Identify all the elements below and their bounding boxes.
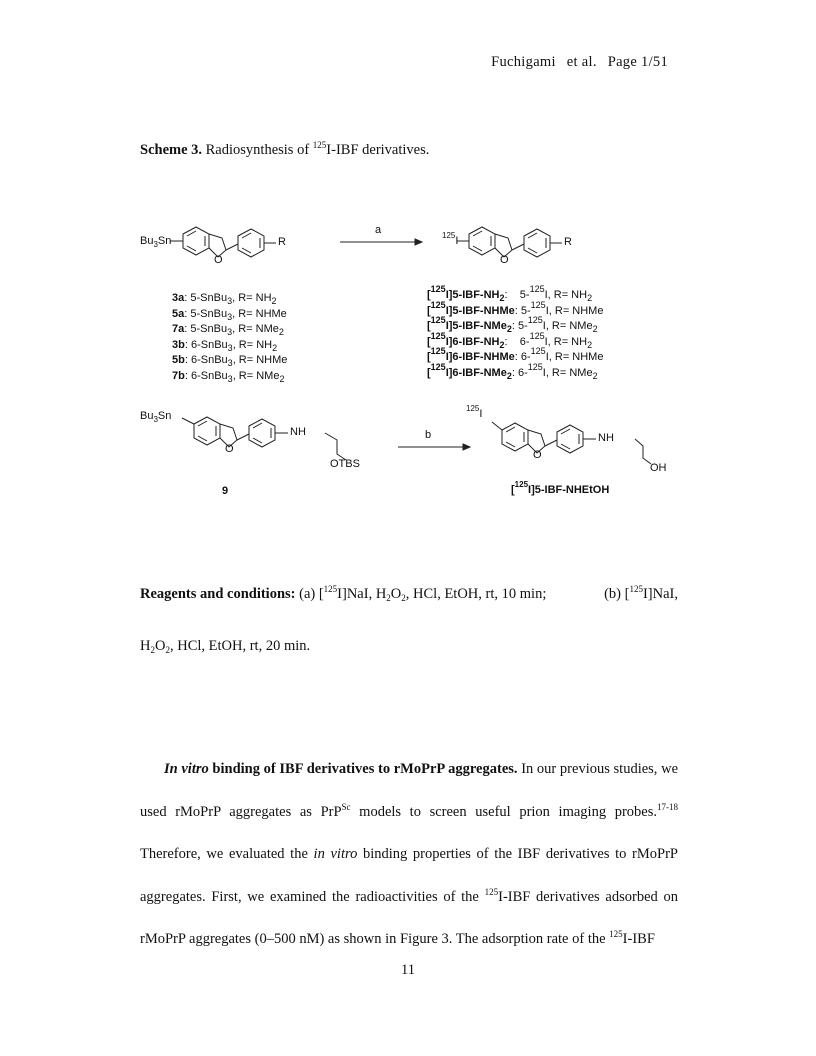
header-author: Fuchigami [491,54,556,70]
bottom-right-nh: NH [598,432,614,444]
arrow-a-label: a [375,224,382,236]
compound-9-label: 9 [222,485,229,497]
precursor-row: 5a: 5-SnBu$_3$, R= NHMe [172,307,287,322]
bottom-left-oxygen: O [225,443,234,455]
precursor-row: 5b: 6-SnBu$_3$, R= NHMe [172,354,288,368]
page-number: 11 [401,962,415,978]
caption-sup: 125 [312,140,327,150]
top-left-r-group: R [278,236,286,248]
body-paragraph: In vitro binding of IBF derivatives to rMoPrP aggregates. In our previous studies, we used rMoPrP aggregates as PrP$^{Sc}$ models to screen useful prion imaging probes.$^{17-18}$ Therefore, we evaluated the in vitro binding properties of the IBF derivatives to rMoPrP aggregates. First, we examined the radioactivities of the $^{125}$I-IBF derivatives adsorbed on rMoPrP aggregates (0–500 nM) as shown in Figure 3. The adsorption rate of the $^{125}$I-IBF [140,761,679,947]
top-left-oxygen: O [214,254,223,266]
arrow-a-head [415,239,422,245]
arrow-b-label: b [425,429,432,441]
product-row: [$^{125}$I]5-IBF-NHMe: 5-$^{125}$I, R= NHMe [427,299,604,317]
reaction-scheme [130,200,690,510]
bottom-left-nh: NH [290,426,306,438]
reagents-line-1: Reagents and conditions: (a) [$^{125}$I]NaI, $H_2O_2$, HCl, EtOH, rt, 10 min; (b) [$^{125}$I]NaI, [140,584,678,603]
precursor-row: 7b: 6-SnBu$_3$, R= NMe$_2$ [172,369,285,384]
top-right-r-group: R [564,236,572,248]
reagents-line-2: $H_2O_2$, HCl, EtOH, rt, 20 min. [140,638,311,655]
product-label-nhetoh: [$^{125}$I]5-IBF-NHEtOH [511,480,610,496]
reagents-conditions [140,568,678,672]
precursor-row: 7a: 5-SnBu$_3$, R= NMe$_2$ [172,323,284,337]
bottom-left-otbs: OTBS [330,458,360,470]
running-header [491,54,668,71]
bottom-right-oh: OH [650,462,667,474]
product-row: $[^{125}I]5-IBF-NH_2$: 5-$^{125}$I, $R= NH_2$ [427,284,593,303]
header-etal: et al. [566,54,597,70]
bottom-right-iodine-label: $^{125}$I [466,404,483,420]
header-page-label: Page 1/51 [607,54,668,70]
top-right-oxygen: O [500,254,509,266]
top-right-iodine-label: $^{125}$I [442,231,459,247]
product-row: [$^{125}$I]5-IBF-NMe$_2$: 5-$^{125}$I, R= NMe$_2$ [427,315,598,334]
precursor-row: 3b: 6-SnBu$_3$, $R= NH_2$ [172,338,278,353]
bottom-left-reagent-label: $Bu_3Sn$ [140,410,172,424]
product-list [427,284,604,381]
product-row: $[^{125}I]6-IBF-NH_2$: 6-$^{125}$I, $R= NH_2$ [427,330,593,350]
heading-italic: In vitro [164,761,209,777]
caption-label: Scheme 3. [140,142,203,158]
product-row: [$^{125}$I]6-IBF-NMe$_2$: 6-$^{125}$I, R= NMe$_2$ [427,361,598,381]
scheme-caption [140,142,429,159]
heading-rest: binding of IBF derivatives to rMoPrP aggregates. [208,761,518,777]
top-left-reagent-label: $Bu_3Sn$ [140,235,172,249]
precursor-list [172,291,287,384]
bottom-right-oxygen: O [533,449,542,461]
precursor-row: 3a: 5-SnBu$_3$, $R= NH_2$ [172,292,277,306]
caption-post: I-IBF derivatives. [326,142,430,158]
product-row: [$^{125}$I]6-IBF-NHMe: 6-$^{125}$I, R= NHMe [427,346,604,363]
caption-pre: Radiosynthesis of [202,142,313,158]
